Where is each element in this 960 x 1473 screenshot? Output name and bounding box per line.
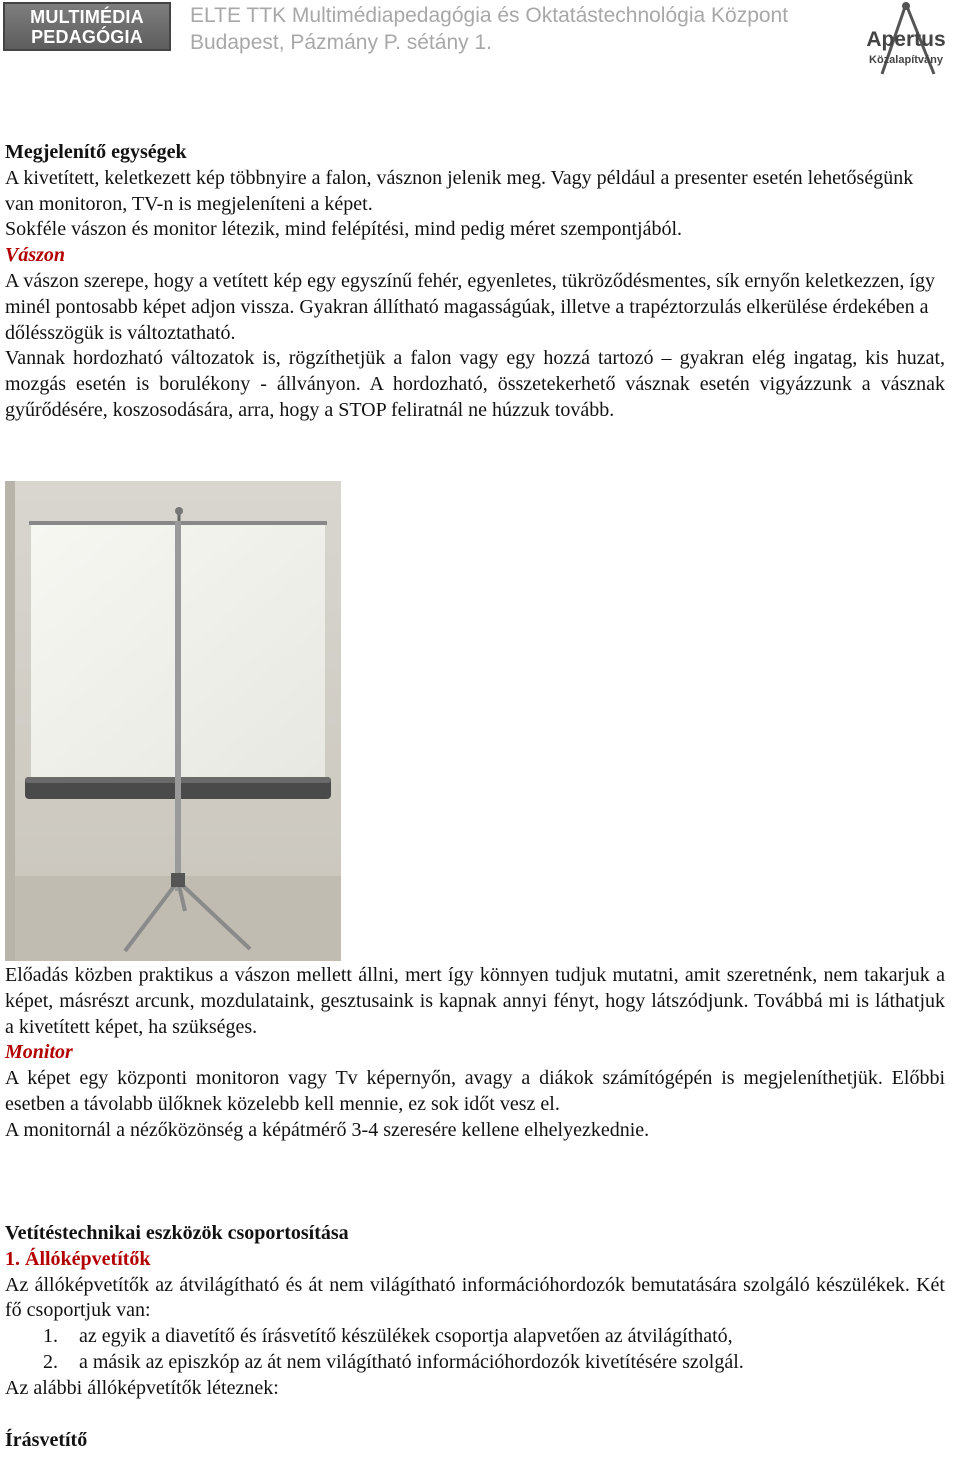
- paragraph-vaszon-3: Előadás közben praktikus a vászon mellett állni, mert így könnyen tudjuk mutatni, amit szeretnénk, nem takarjuk a képet, másrészt arcunk, mozdulataink, gesztusaink is kapnak annyi fényt, hogy látszódjunk. Továbbá mi is láthatjuk a kivetített képet, ha szükséges.: [5, 964, 945, 1038]
- content-after-photo: [5, 963, 945, 1144]
- projector-groups-list: [5, 1324, 945, 1376]
- paragraph-intro: A kivetített, keletkezett kép többnyire a falon, vásznon jelenik meg. Vagy például a presenter esetén lehetőségünk van monitoron, TV-n is megjeleníteni a képet.: [5, 166, 914, 215]
- logo-line1: MULTIMÉDIA: [30, 7, 144, 27]
- section-title-grouping: Vetítéstechnikai eszközök csoportosítása: [5, 1222, 349, 1244]
- section-grouping: [5, 1221, 945, 1454]
- apertus-name: Apertus: [866, 28, 946, 51]
- paragraph-vaszon-1: A vászon szerepe, hogy a vetített kép egy egyszínű fehér, egyenletes, tükröződésmentes, sík ernyőn keletkezzen, így minél pontosabb képet adjon vissza. Gyakran állítható magasságúak, illetve a trapéztorzulás elkerülése érdekében a dőlésszögük is változtatható.: [5, 269, 935, 344]
- paragraph-still-projectors: Az állóképvetítők az átvilágítható és át nem világítható információhordozók bemutatására szolgáló készülékek. Két fő csoportjuk van:: [5, 1273, 945, 1322]
- list-item: [5, 1324, 945, 1350]
- logo-line2: PEDAGÓGIA: [31, 27, 143, 47]
- institution-info: [190, 2, 788, 56]
- list-item-number: 1.: [43, 1325, 58, 1348]
- heading-overhead-projector: Írásvetítő: [5, 1428, 88, 1451]
- list-item-text: az egyik a diavetítő és írásvetítő készülékek csoportja alapvetően az átvilágítható,: [79, 1325, 733, 1348]
- apertus-logo: [860, 0, 952, 80]
- projection-screen-photo: [5, 481, 341, 961]
- paragraph-monitor-1: A képet egy központi monitoron vagy Tv képernyőn, avagy a diákok számítógépén is megjeleníthetjük. Előbbi esetben a távolabb ülőknek közelebb kell mennie, ez sok időt vesz el.: [5, 1067, 945, 1115]
- section-title-display-units: Megjelenítő egységek: [5, 141, 187, 163]
- paragraph-intro-2: Sokféle vászon és monitor létezik, mind felépítési, mind pedig méret szempontjából.: [5, 218, 683, 241]
- paragraph-monitor-2: A monitornál a nézőközönség a képátmérő 3-4 szeresére kellene elhelyezkednie.: [5, 1118, 650, 1141]
- paragraph-vaszon-2: Vannak hordozható változatok is, rögzíthetjük a falon vagy egy hozzá tartozó – gyakran elég ingatag, kis huzat, mozgás esetén is borulékony - állványon. A hordozható, összetekerhető vásznak esetén vigyázzunk a vásznak gyűrődésére, koszosodására, arra, hogy a STOP feliratnál ne húzzuk tovább.: [5, 347, 945, 421]
- paragraph-following-list: Az alábbi állóképvetítők léteznek:: [5, 1377, 279, 1400]
- heading-monitor: Monitor: [5, 1041, 73, 1064]
- subheading-still-projectors: 1. Állóképvetítők: [5, 1247, 151, 1270]
- institution-address: Budapest, Pázmány P. sétány 1.: [190, 31, 492, 54]
- main-content: [5, 140, 945, 424]
- list-item-number: 2.: [43, 1351, 58, 1374]
- multimedia-pedagogia-logo: [3, 2, 171, 51]
- institution-name: ELTE TTK Multimédiapedagógia és Oktatástechnológia Központ: [190, 4, 789, 27]
- page-header: [0, 0, 960, 90]
- apertus-subtitle: Közalapítvány: [869, 54, 943, 66]
- list-item-text: a másik az episzkóp az át nem világítható információhordozók kivetítésére szolgál.: [79, 1351, 744, 1374]
- list-item: [5, 1350, 945, 1376]
- heading-vaszon: Vászon: [5, 244, 66, 267]
